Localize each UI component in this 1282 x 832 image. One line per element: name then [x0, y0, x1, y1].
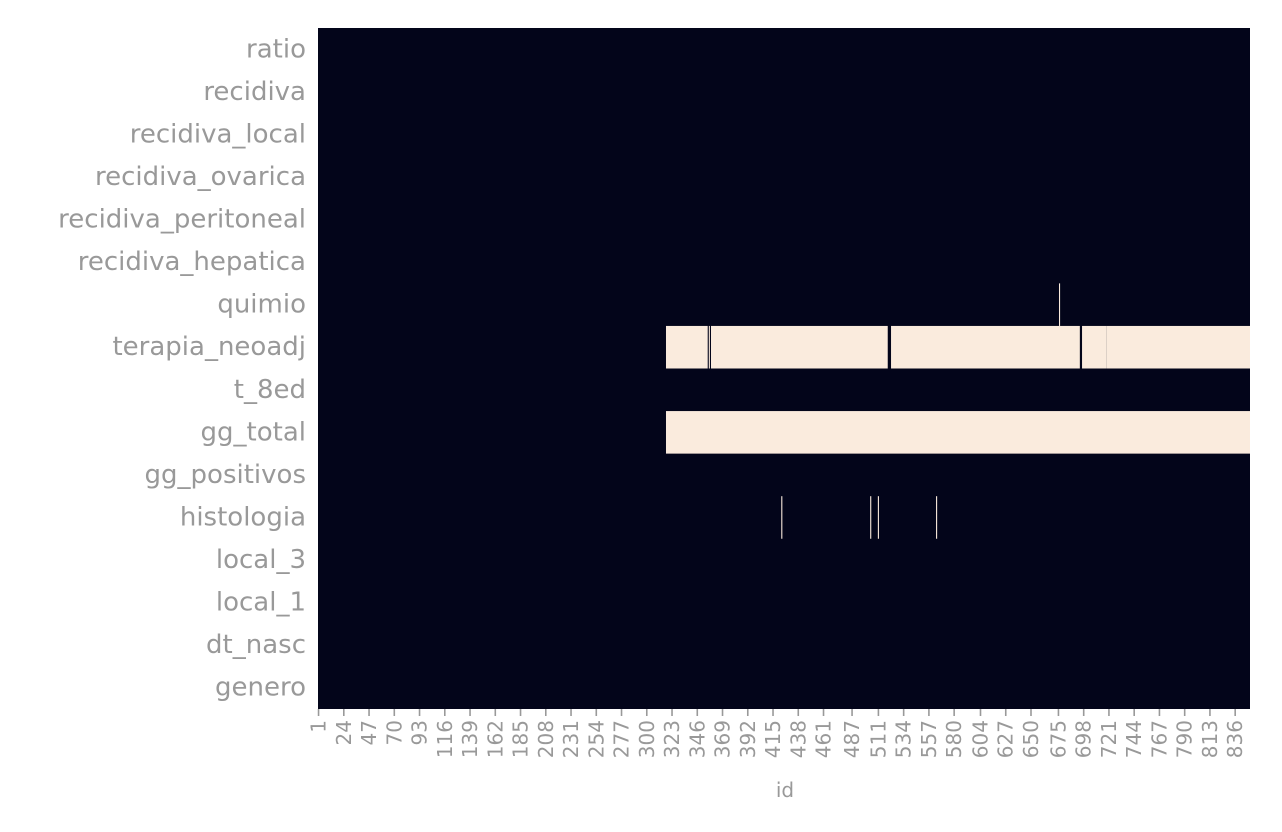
- x-tick-label: 557: [916, 720, 941, 759]
- y-tick-label: local_3: [215, 545, 306, 576]
- y-tick-label: recidiva_local: [129, 119, 306, 150]
- x-tick-label: 300: [634, 720, 659, 759]
- missing-cell: [709, 326, 710, 369]
- y-tick-label: terapia_neoadj: [112, 332, 306, 363]
- missing-cell: [1106, 326, 1250, 369]
- x-tick-label: 767: [1147, 720, 1172, 759]
- x-tick-label: 185: [508, 720, 533, 759]
- y-tick-label: recidiva: [203, 76, 306, 107]
- x-tick-label: 70: [382, 720, 407, 746]
- x-axis-label: id: [775, 778, 795, 802]
- x-tick-label: 47: [357, 720, 382, 746]
- y-tick-label: gg_positivos: [144, 459, 306, 490]
- missing-cell: [878, 496, 879, 539]
- x-tick-label: 277: [609, 720, 634, 759]
- x-tick-label: 604: [968, 720, 993, 759]
- y-tick-label: quimio: [217, 289, 306, 320]
- missing-cell: [781, 496, 782, 539]
- x-tick-label: 836: [1223, 720, 1248, 759]
- missing-cell: [666, 326, 708, 369]
- y-tick-label: histologia: [179, 502, 306, 533]
- x-tick-label: 813: [1197, 720, 1222, 759]
- x-tick-label: 534: [891, 720, 916, 759]
- missing-cell: [1059, 283, 1060, 326]
- x-tick-label: 346: [685, 720, 710, 759]
- x-tick-label: 231: [559, 720, 584, 759]
- y-tick-label: recidiva_hepatica: [77, 247, 306, 278]
- missing-cell: [666, 411, 1250, 454]
- x-tick-label: 511: [866, 720, 891, 759]
- x-tick-label: 254: [584, 720, 609, 759]
- x-tick-label: 415: [761, 720, 786, 759]
- missing-cell: [936, 496, 937, 539]
- x-tick-label: 93: [407, 720, 432, 746]
- missing-cell: [1082, 326, 1106, 369]
- x-tick-label: 392: [735, 720, 760, 759]
- x-tick-label: 487: [840, 720, 865, 759]
- y-tick-label: gg_total: [200, 417, 306, 448]
- x-tick-label: 116: [432, 720, 457, 759]
- x-tick-label: 139: [458, 720, 483, 759]
- x-tick-label: 1: [306, 720, 331, 733]
- x-tick-label: 323: [660, 720, 685, 759]
- x-tick-label: 698: [1071, 720, 1096, 759]
- x-tick-label: 461: [811, 720, 836, 759]
- x-tick-label: 208: [533, 720, 558, 759]
- x-tick-label: 675: [1046, 720, 1071, 759]
- y-tick-label: ratio: [246, 34, 306, 65]
- x-tick-label: 790: [1172, 720, 1197, 759]
- y-tick-label: genero: [215, 672, 306, 703]
- missing-cell: [711, 326, 888, 369]
- y-tick-label: recidiva_peritoneal: [58, 204, 306, 235]
- x-tick-label: 24: [331, 720, 356, 746]
- y-tick-label: dt_nasc: [206, 630, 306, 661]
- x-tick-label: 162: [483, 720, 508, 759]
- missing-cell: [870, 496, 871, 539]
- y-tick-label: local_1: [215, 587, 306, 618]
- x-tick-label: 721: [1096, 720, 1121, 759]
- y-tick-label: recidiva_ovarica: [94, 161, 306, 192]
- x-tick-label: 627: [993, 720, 1018, 759]
- x-tick-label: 369: [710, 720, 735, 759]
- x-tick-label: 580: [942, 720, 967, 759]
- x-tick-label: 650: [1018, 720, 1043, 759]
- x-tick-label: 438: [786, 720, 811, 759]
- x-tick-label: 744: [1122, 720, 1147, 759]
- y-tick-label: t_8ed: [233, 374, 306, 405]
- missing-cell: [891, 326, 1080, 369]
